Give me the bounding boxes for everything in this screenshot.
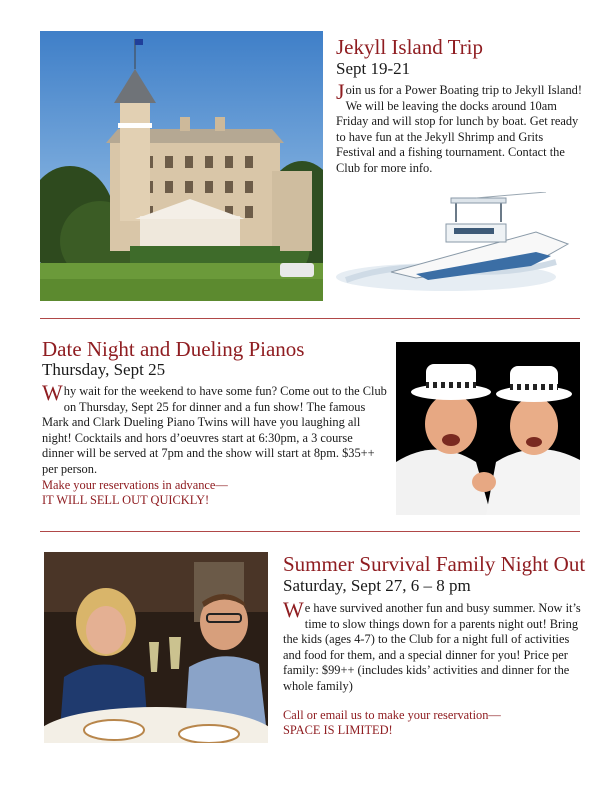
divider-1 (40, 318, 580, 319)
section2-cta-line2: IT WILL SELL OUT QUICKLY! (42, 493, 210, 508)
section1-date: Sept 19-21 (336, 59, 411, 78)
power-boat-illustration (336, 192, 586, 297)
section2-body-text: hy wait for the weekend to have some fun? Come out to the Club on Thursday, Sept 25 for dinner and a fun show! The famous Mark and Clark Dueling Piano Twins will have you laughing all night! Cocktails and hors d’oeuvres start at 6:30pm, a 3 course dinner will be served at 7pm and the show will start at 8pm. $35++ per person. (42, 384, 387, 476)
section3-date: Saturday, Sept 27, 6 – 8 pm (283, 576, 471, 595)
section2-date: Thursday, Sept 25 (42, 360, 166, 379)
family-night-photo (44, 552, 268, 743)
section3-body (283, 597, 583, 739)
section3-body-text: e have survived another fun and busy summer. Now it’s time to slow things down for a parents night out! Bring the kids (ages 4-7) to the Club for a night full of activities and food for them, and a special dinner for you! Price per family: $99++ (includes kids’ activities and dinner for the whole family) (283, 601, 581, 693)
section3-cta-line2: SPACE IS LIMITED! (283, 723, 393, 738)
piano-twins-photo (396, 342, 580, 515)
section2-cta-line1: Make your reservations in advance— (42, 477, 228, 492)
section1-body-text: oin us for a Power Boating trip to Jekyll Island! We will be leaving the docks around 10am Friday and will stop for lunch by boat. Get ready to have fun at the Jekyll Shrimp and Grits Festival and a fishing tournament. Contact the Club for more info. (336, 83, 582, 175)
section1-body (336, 79, 584, 177)
section1-dropcap: J (336, 79, 345, 104)
section2-body (42, 380, 387, 509)
section3-cta-line1: Call or email us to make your reservation— (283, 707, 501, 722)
section1-title: Jekyll Island Trip (336, 35, 484, 59)
jekyll-island-photo (40, 31, 323, 301)
section2-title: Date Night and Dueling Pianos (42, 337, 305, 361)
section3-title: Summer Survival Family Night Out (283, 552, 586, 576)
section3-dropcap: W (283, 597, 304, 622)
divider-2 (40, 531, 580, 532)
section2-dropcap: W (42, 380, 63, 405)
